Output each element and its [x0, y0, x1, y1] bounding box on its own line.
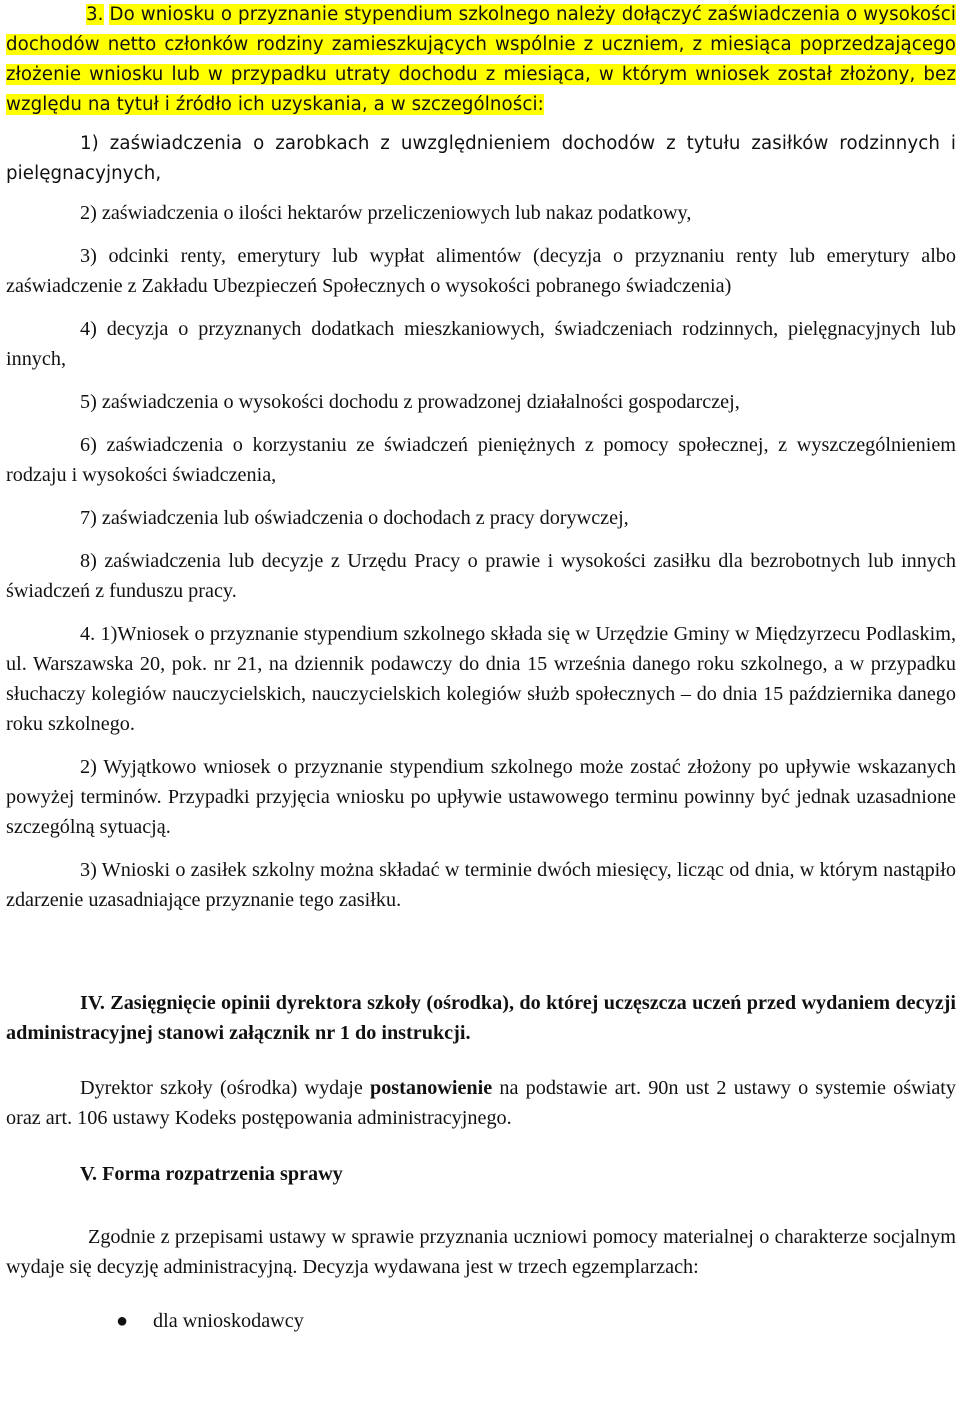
- section-iv-text-before: Dyrektor szkoły (ośrodka) wydaje: [80, 1077, 370, 1099]
- list-item: 8) zaświadczenia lub decyzje z Urzędu Pracy o prawie i wysokości zasiłku dla bezrobotnych lub innych świadczeń z funduszu pracy.: [6, 550, 956, 602]
- section-4-paragraph-2: 2) Wyjątkowo wniosek o przyznanie stypendium szkolnego może zostać złożony po upływie wskazanych powyżej terminów. Przypadki przyjęcia wniosku po upływie ustawowego terminu powinny być jednak uzasadnione szczególną sytuacją.: [6, 756, 956, 838]
- list-item: 3) odcinki renty, emerytury lub wypłat alimentów (decyzja o przyznaniu renty lub emerytury albo zaświadczenie z Zakładu Ubezpieczeń Społecznych o wysokości pobranego świadczenia): [6, 245, 956, 297]
- section-3-text: Do wniosku o przyznanie stypendium szkolnego należy dołączyć zaświadczenia o wysokości dochodów netto członków rodziny zamieszkujących wspólnie z uczniem, z miesiąca poprzedzającego złożenie wniosku lub w przypadku utraty dochodu z miesiąca, w którym wniosek został złożony, bez względu na tytuł i źródło ich uzyskania, a w szczególności:: [6, 4, 956, 115]
- section-3-intro: [6, 0, 956, 120]
- list-item: 7) zaświadczenia lub oświadczenia o dochodach z pracy dorywczej,: [80, 507, 629, 529]
- section-iv-heading: IV. Zasięgnięcie opinii dyrektora szkoły (ośrodka), do której uczęszcza uczeń przed wydaniem decyzji administracyjnej stanowi załącznik nr 1 do instrukcji.: [6, 992, 956, 1044]
- section-3-number: 3.: [86, 4, 104, 25]
- section-4-paragraph-1: 4. 1)Wniosek o przyznanie stypendium szkolnego składa się w Urzędzie Gminy w Międzyrzecu Podlaskim, ul. Warszawska 20, pok. nr 21, na dziennik podawczy do dnia 15 września danego roku szkolnego, a w przypadku słuchaczy kolegiów nauczycielskich, nauczycielskich kolegiów służb społecznych – do dnia 15 października danego roku szkolnego.: [6, 623, 956, 735]
- list-item: 4) decyzja o przyznanych dodatkach mieszkaniowych, świadczeniach rodzinnych, pielęgnacyjnych lub innych,: [6, 318, 956, 370]
- section-iv-text: [6, 1073, 956, 1133]
- list-item: 6) zaświadczenia o korzystaniu ze świadczeń pieniężnych z pomocy społecznej, z wyszczególnieniem rodzaju i wysokości świadczenia,: [6, 434, 956, 486]
- list-item: 5) zaświadczenia o wysokości dochodu z prowadzonej działalności gospodarczej,: [80, 391, 740, 413]
- bullet-icon: ●: [116, 1310, 129, 1332]
- section-v-heading: V. Forma rozpatrzenia sprawy: [80, 1163, 343, 1185]
- list-item: [6, 1306, 956, 1336]
- list-item: 1) zaświadczenia o zarobkach z uwzględnieniem dochodów z tytułu zasiłków rodzinnych i pielęgnacyjnych,: [6, 133, 956, 184]
- bullet-text: dla wnioskodawcy: [153, 1310, 304, 1332]
- list-item: 2) zaświadczenia o ilości hektarów przeliczeniowych lub nakaz podatkowy,: [80, 202, 692, 224]
- document-page: [6, 0, 956, 1336]
- section-4-paragraph-3: 3) Wnioski o zasiłek szkolny można składać w terminie dwóch miesięcy, licząc od dnia, w którym nastąpiło zdarzenie uzasadniające przyznanie tego zasiłku.: [6, 859, 956, 911]
- section-iv-text-bold: postanowienie: [369, 1077, 493, 1099]
- bullet-list: [6, 1306, 956, 1336]
- section-v-text: Zgodnie z przepisami ustawy w sprawie przyznania uczniowi pomocy materialnej o charakterze socjalnym wydaje się decyzję administracyjną. Decyzja wydawana jest w trzech egzemplarzach:: [6, 1226, 956, 1278]
- section-iv-text-after: na podstawie art. 90n ust 2 ustawy o systemie oświaty oraz art. 106 ustawy Kodeks postępowania administracyjnego.: [6, 1077, 956, 1129]
